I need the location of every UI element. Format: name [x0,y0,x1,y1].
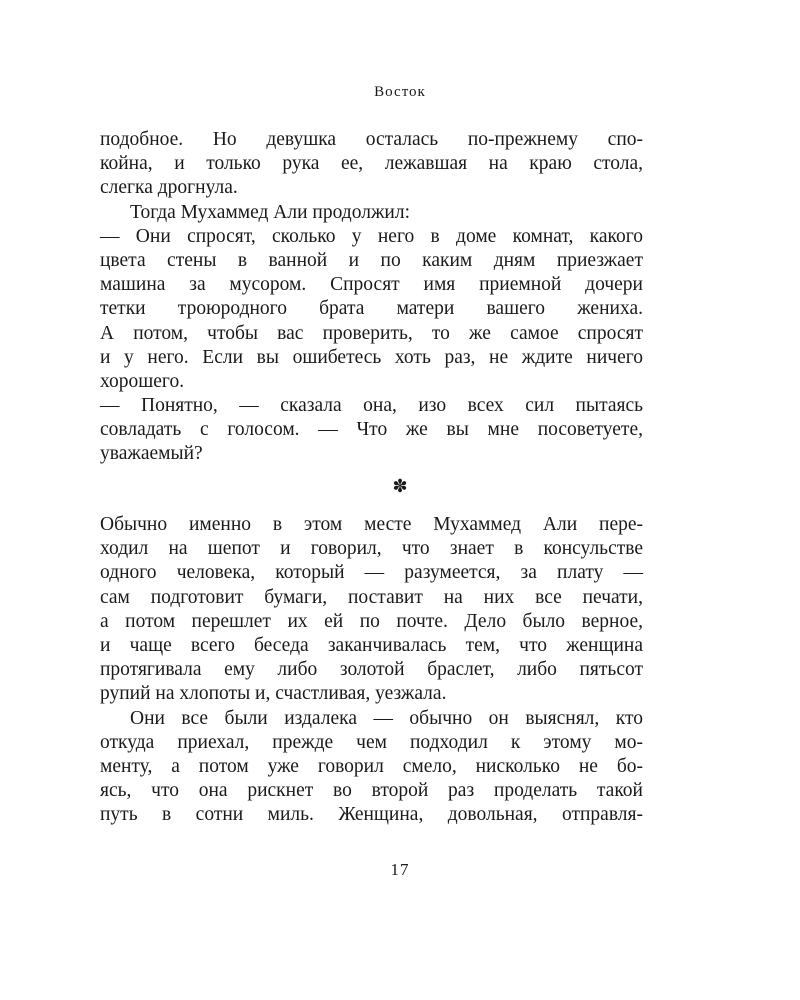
text-block-dialogue [100,128,643,467]
text-line: и у него. Если вы ошибетесь хоть раз, не ждите ничего [100,346,643,368]
text-line: сам подготовит бумаги, поставит на них все печати, [100,586,643,608]
text-line: подобное. Но девушка осталась по-прежнему спо- [100,129,643,150]
text-line: цвета стены в ванной и по каким дням приезжает [100,249,643,271]
text-line: совладать с голосом. — Что же вы мне посоветуете, [100,419,643,441]
text-line: хорошего. [100,370,185,392]
section-separator-ornament: ✽ [392,476,408,496]
text-line: одного человека, который — разумеется, за плату — [100,562,643,584]
text-line: а потом перешлет их ей по почте. Дело было верное, [100,610,643,632]
text-block-narrative [100,513,643,827]
text-line: рупий на хлопоты и, счастливая, уезжала. [100,683,447,705]
page-number: 17 [390,860,410,879]
text-line: Обычно именно в этом месте Мухаммед Али пере- [100,514,643,535]
text-line: путь в сотни миль. Женщина, довольная, отправля- [100,804,643,826]
text-line: Они все были издалека — обычно он выяснял, кто [130,707,643,729]
text-line: — Понятно, — сказала она, изо всех сил пытаясь [100,395,643,417]
running-head: Восток [374,84,426,100]
text-line: ходил на шепот и говорил, что знает в консульстве [100,538,643,560]
text-line: протягивала ему либо золотой браслет, либо пятьсот [100,659,643,681]
text-line: — Они спросят, сколько у него в доме комнат, какого [100,225,643,247]
text-line: откуда приехал, прежде чем подходил к этому мо- [100,731,643,753]
text-line: ясь, что она рискнет во второй раз проделать такой [100,780,643,802]
text-line: Тогда Мухаммед Али продолжил: [130,201,410,223]
text-line: и чаще всего беседа заканчивалась тем, что женщина [100,634,643,656]
text-line: койна, и только рука ее, лежавшая на краю стола, [100,153,643,175]
text-line: машина за мусором. Спросят имя приемной дочери [100,274,643,296]
text-line: менту, а потом уже говорил смело, нисколько не бо- [100,755,643,777]
text-line: А потом, чтобы вас проверить, то же самое спросят [100,322,643,344]
text-line: уважаемый? [100,443,203,465]
text-line: слегка дрогнула. [100,177,238,199]
text-line: тетки троюродного брата матери вашего жениха. [100,298,643,320]
